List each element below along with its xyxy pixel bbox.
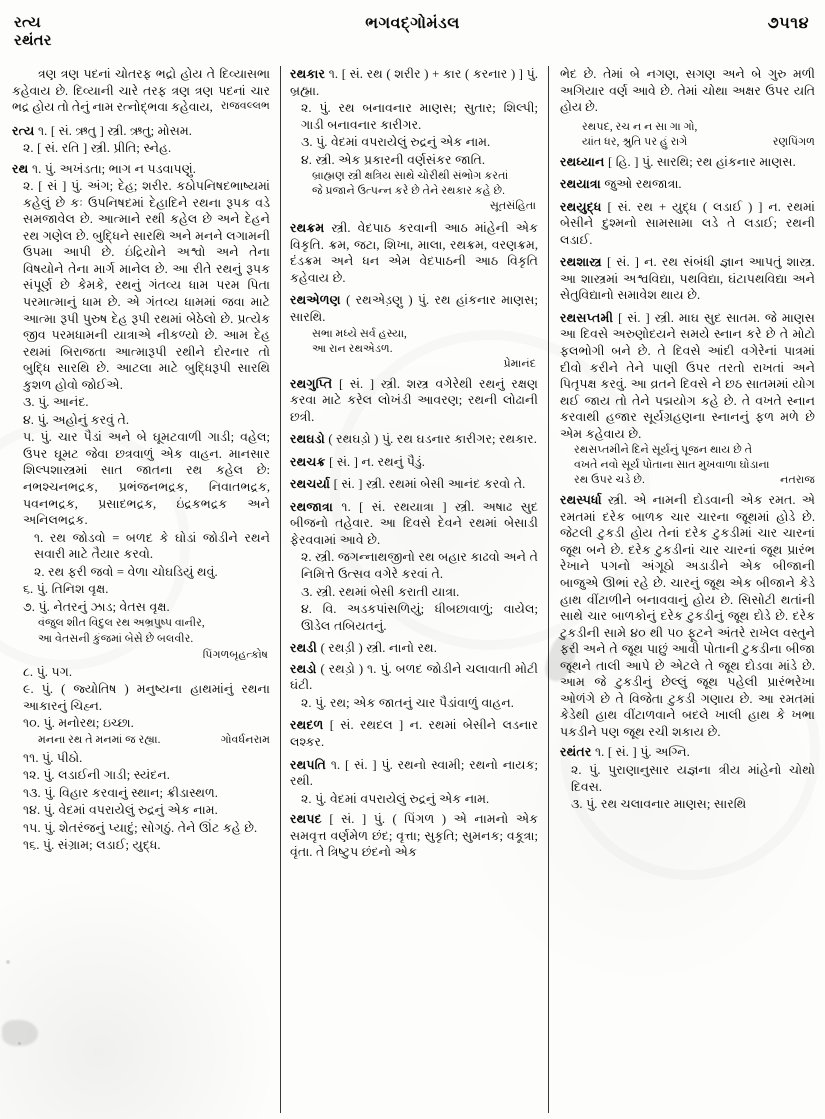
- headword: રથશાસ્ત્ર: [560, 255, 602, 270]
- entry-line: [290, 292, 538, 325]
- citation-verse: [12, 733, 270, 749]
- entry-line: [290, 431, 538, 448]
- headword: રથકાર: [290, 67, 326, 81]
- citation-attribution: રણપિંગળ: [772, 135, 815, 148]
- headword: રથપતિ: [290, 757, 326, 772]
- citation-attribution: રાજવલ્લભ: [220, 100, 270, 112]
- headword: રથપદ: [290, 812, 322, 827]
- sense: ૪. પું. અહોનું કરવું તે.: [23, 412, 129, 427]
- entry-line: [560, 310, 815, 442]
- headword: રથડો: [290, 661, 317, 676]
- dictionary-entry: [290, 376, 538, 426]
- citation-attribution: ગોવર્ધનરામ: [220, 733, 270, 746]
- entry-line: [560, 199, 815, 249]
- sense: ૨. પું. રથ બનાવનાર માણસ; સુતાર; શિલ્પી; ગાડી બનાવનાર કારીગર.: [301, 101, 538, 132]
- sense-text: ૧. [ સં. ] પું. રથનો સ્વામી; રથનો નાયક; રથી.: [290, 757, 538, 789]
- sense: ૩. પું. રથ ચલાવનાર માણસ; સારથિ: [571, 797, 747, 812]
- carryover-line: ત્રણ પદનાં ચાર ભદ્ર હોય તો તેનું નામ: [12, 83, 270, 114]
- citation-line-with-attrib: [574, 473, 815, 488]
- headword: રથજાત્રા: [290, 499, 333, 514]
- dictionary-entry: [290, 220, 538, 286]
- running-head: [14, 14, 811, 62]
- entry-line: [560, 744, 815, 761]
- book-title: ભગવદ્ગોમંડલ: [365, 15, 460, 32]
- sense: ૯. પું. ( જ્યોતિષ ) મનુષ્યના હાથમાંનું રથના આકારનું ચિહ્ન.: [23, 682, 270, 713]
- citation-attribution: નતરાજ: [780, 474, 815, 487]
- sense-text: સ્ત્રી. વેદપાઠ કરવાની આઠ માંહેની એક વિકૃતિ. ક્રમ, જટા, શિખા, માલા, રથક્રમ, વરણક્રમ, દંડક્રમ અને ધન એમ વેદપાઠની આઠ વિકૃતિ કહેવાય છે.: [290, 221, 538, 285]
- sense-text: સ્ત્રી. શસ્ત્ર વગેરેથી રથનું રક્ષણ કરવા માટે કરેલ લોખંડી આવરણ; રથની લોઢાની છત્રી.: [290, 376, 538, 424]
- dictionary-entry: [560, 492, 815, 740]
- dictionary-entry: [290, 431, 538, 448]
- dictionary-entry: [290, 661, 538, 712]
- headword: રથસ્પર્ધા: [560, 493, 602, 508]
- sense-text: ન. રથનું પૈડું.: [361, 454, 425, 469]
- citation-line: આ રાન રથએડળ.: [312, 342, 393, 355]
- sense: ૧૦. પું. મનોરથ; ઇચ્છા.: [23, 716, 134, 731]
- dictionary-entry: [560, 744, 815, 812]
- running-head-left-line2: રથંતર: [14, 33, 52, 50]
- sense: ૩. પું. વેદમાં વપરાયેલું રુદ્રનું એક નામ.: [301, 135, 491, 150]
- sense: ૧૬. પું. સંગ્રામ; લડાઈ; યુદ્ધ.: [23, 838, 161, 853]
- citation-note: [290, 169, 538, 214]
- sense-text: પું. રથ હાંકનાર માણસ; સારથિ.: [290, 293, 538, 325]
- citation-line: જે પ્રજાને ઉત્પન્ન કરે છે તેને રથકાર કહે છે.: [312, 185, 505, 198]
- headword: રથદળ: [290, 718, 324, 733]
- sense-text: ૧. [ સં. રથ ( શરીર ) + કાર ( કરનાર ) ] પું. બ્રહ્મા.: [290, 67, 538, 98]
- sense: ૧૫. પું. શેતરંજનું પ્યાદું; સોગઠું. તેને ઊંટ કહે છે.: [23, 820, 258, 835]
- carryover-line: ભેદ છે. તેમાં બે નગણ, સગણ અને બે ગુરુ: [560, 67, 787, 81]
- entry-line: [290, 717, 538, 750]
- sense-text: સ્ત્રી. નાનો રથ.: [366, 641, 437, 656]
- sense: ૭. પું. નેતરનું ઝાડ; વેતસ વૃક્ષ.: [23, 599, 170, 614]
- sense-text: પું. સારથિ; રથ હાંકનાર માણસ.: [642, 154, 796, 169]
- etymology: [ સં. ]: [338, 376, 375, 391]
- citation-attribution: પિંગળબૃહત્કોષ: [202, 648, 268, 661]
- etymology: [ સં. ]: [329, 812, 367, 827]
- headword: રથએળણ: [290, 293, 341, 308]
- column-1: [12, 66, 280, 1113]
- dictionary-entry: [12, 123, 270, 157]
- entry-line: [290, 66, 538, 99]
- citation-line-with-attrib: [582, 135, 815, 150]
- citation-line: મનના રથ તે મનમાં જ રહ્યા.: [38, 733, 161, 746]
- headword: રથસપ્તમી: [560, 310, 614, 325]
- entry-line: [290, 376, 538, 426]
- etymology: [ સં. ]: [333, 477, 363, 492]
- sense: ૨. [ સં. રતિ ] સ્ત્રી. પ્રીતિ; સ્નેહ.: [23, 141, 172, 156]
- sense: ૬. પું. તિનિશ વૃક્ષ.: [23, 582, 109, 597]
- sense: ૧૪. પું. વેદમાં વપરાયેલું રુદ્રનું એક નામ.: [23, 803, 218, 818]
- dictionary-entry: [290, 476, 538, 493]
- entry-line: [290, 499, 538, 549]
- headword: રથયુદ્ધ: [560, 199, 602, 214]
- entry-line: [290, 640, 538, 657]
- sense: ૩. સ્ત્રી. રથમાં બેસી કરાતી યાત્રા.: [301, 584, 460, 599]
- entry-line: [290, 476, 538, 493]
- page-number: ૭૫૧૪: [767, 15, 809, 32]
- carryover-line: ત્રણ ત્રણ પદનાં ચોતરફ ભદ્રો હોય તે: [38, 67, 216, 81]
- entry-line: [560, 492, 815, 740]
- sense: ૪. સ્ત્રી. એક પ્રકારની વર્ણસંકર જાતિ.: [301, 152, 486, 167]
- cross-reference: જુઓ રથજાત્રા.: [604, 177, 682, 192]
- etymology: [ સં. ]: [618, 310, 650, 325]
- carryover-line: દિવ્યાસભા કહેવાય છે. દિવ્યાની ચારે તરફ ત્રણ: [12, 67, 270, 98]
- sense: ૨. પું. વેદમાં વપરાયેલું રુદ્રનું એક નામ.: [301, 791, 490, 806]
- sense: ૩. પું. આનંદ.: [23, 395, 89, 410]
- sense: ૨. સ્ત્રી. જગન્નાથજીનો રથ બહાર કાઢવો અને તે નિમિત્તે ઉત્સવ વગેરે કરવાં તે.: [301, 550, 538, 582]
- sense: ૨. પું. પુરાણાનુસાર યજ્ઞના ત્રીય માંહેનો ચોથો દિવસ.: [571, 763, 815, 794]
- sense: ૧૩. પું. વિહાર કરવાનું સ્થાન; ક્રીડાસ્થળ.: [23, 785, 218, 800]
- entry-line: [290, 811, 538, 861]
- citation-verse: [290, 327, 538, 372]
- carryover-line: ઉપર યતિ હોય છે.: [560, 83, 815, 114]
- etymology: [ હિ. ]: [608, 154, 639, 169]
- sense-text: ૧. [ સં. ઋતુ ] સ્ત્રી. ઋતુ; મોસમ.: [37, 123, 192, 138]
- sense-text: ન. રથ સંબંધી જ્ઞાન આપતું શાસ્ત્ર. આ શાસ્ત્રમાં અશ્વવિદ્યા, પથવિદ્યા, ઘંટાપથવિદ્યા અને સેતુવિદ્યાનો સમાવેશ થાય છે.: [560, 255, 815, 303]
- headword: રથડી: [290, 641, 317, 656]
- sense-text: સ્ત્રી. રથમાં બેસી આનંદ કરવો તે.: [366, 477, 526, 492]
- headword: રથ: [12, 161, 29, 176]
- sense: ૪. વિ. અડકપાંસળિયું; ધીબછાવાળું; વાયેલ; ઊડેલ તબિયતનું.: [301, 602, 538, 633]
- carryover-line: રત્નોદ્ભવા કહેવાય,: [116, 100, 213, 114]
- carryover-paragraph: [560, 66, 815, 116]
- entry-line: [560, 154, 815, 171]
- sense: ૧૨. પું. લડાઈની ગાડી; સ્યંદન.: [23, 768, 170, 783]
- entry-line: [290, 454, 538, 471]
- citation-line: વંજુલ શીત વિદુલ રથ અભ્રપુષ્પ વાનીર,: [38, 617, 205, 630]
- entry-line: [290, 661, 538, 694]
- dictionary-entry: [290, 454, 538, 471]
- entry-line: [290, 220, 538, 286]
- citation-line: સભા મધ્યે સર્વ હસ્યા,: [312, 327, 407, 340]
- headword: રથગુપ્તિ: [290, 376, 333, 391]
- citation-line: રથપદ, રચ ન ન સા ગા ગો,: [582, 120, 698, 133]
- entry-line: [290, 757, 538, 790]
- etymology: [ સં. રથ + યુદ્ધ ( લડાઈ ) ]: [607, 199, 763, 214]
- headword: રથક્રમ: [290, 221, 325, 236]
- sense-text: ૧. પું. બળદ જોડીને ચલાવાતી મોટી ઘંટી.: [290, 661, 538, 693]
- headword: રથંતર: [560, 745, 592, 760]
- entry-line: [560, 176, 815, 193]
- sense: ૨. પું. રથ; એક જાતનું ચાર પૈડાંવાળું વાહન.: [301, 695, 514, 710]
- entry-line: [560, 254, 815, 304]
- dictionary-entry: [290, 292, 538, 371]
- sense-text: પું. રથ ઘડનાર કારીગર; રથકાર.: [381, 432, 537, 447]
- headword: રથયાત્રા: [560, 177, 601, 192]
- citation-line: બ્રાહ્મણ સ્ત્રી ક્ષત્રિય સાથે ચોરીથી સંભોગ કરતાં: [312, 170, 509, 183]
- sense: ૫. પું. ચાર પૈડાં અને બે ઘૂમટવાળી ગાડી; વહેલ; ઉપર ઘૂમટ જેવા છત્રવાળું એક વાહન. માનસાર શિલ્પશાસ્ત્રમાં સાત જાતના રથ કહેલ છે: નભશ્ચનભદ્રક, પ્રભંજનભદ્રક, નિવાતભદ્રક, પવનભદ્રક, પ્રસાદભદ્રક, ઇંદ્રકભદ્રક અને અનિલભદ્રક.: [23, 430, 270, 528]
- sense-text: ૧. [ સં. ] પું. અગ્નિ.: [595, 745, 690, 760]
- headword: રથધ્યાન: [560, 154, 605, 169]
- running-head-left-line1: રત્ય: [14, 15, 41, 31]
- sense-text: પું. ( પિંગળ ) એ નામનો એક સમવૃત્ત વર્ણમેળ છંદ; વૃત્તા; સુકૃતિ; સુમનક; વકૂત્રા; વૃંતા. તે ત્રિષ્ટુપ છંદનો એક: [290, 812, 538, 860]
- citation-note: [560, 443, 815, 488]
- scan-speck: [6, 960, 10, 964]
- etymology: [ સં. ]: [606, 255, 639, 270]
- sense-text: ૧. પું. અખંડતા; ભાગ ન પડવાપણું.: [31, 161, 196, 176]
- dictionary-entry: [290, 811, 538, 861]
- citation-line: વખતે નવો સૂર્ય પોતાના સાત મુખવાળા ઘોડાના: [574, 459, 770, 472]
- column-3: [548, 66, 815, 1113]
- headword: રથઘડો: [290, 432, 325, 447]
- dictionary-entry: [560, 310, 815, 488]
- headword-variant: ( રથઘડ઼ો ): [328, 432, 379, 447]
- headword-variant: ( રથડ઼ો ): [320, 661, 364, 676]
- idiom: ૨. રથ ફરી જવો = વેળા ચોઘડિયું થવું.: [34, 564, 218, 579]
- dictionary-entry: [560, 199, 815, 249]
- sense-text: ૧. [ સં. રથયાત્રા ] સ્ત્રી. અષાઢ સુદ બીજનો તહેવાર. આ દિવસે દેવને રથમાં બેસાડી ફેરવવામાં આવે છે.: [290, 499, 538, 547]
- entry-line: [12, 161, 270, 178]
- headword-variant: ( રથએડ઼ણુ ): [346, 293, 413, 308]
- citation-verse: [12, 616, 270, 662]
- idiom: ૧. રથ જોડવો = બળદ કે ઘોડાં જોડીને રથને સવારી માટે તૈયાર કરવો.: [34, 530, 270, 562]
- headword: રત્ય: [12, 123, 35, 138]
- dictionary-entry: [290, 640, 538, 657]
- carryover-paragraph: [12, 66, 270, 116]
- citation-attribution: સૂતસંહિતા: [489, 200, 536, 213]
- dictionary-entry: [290, 499, 538, 634]
- sense-text: ન. રથમાં બેસીને દુશ્મનો સામસામા લડે તે લડાઈ; રથની લડાઈ.: [560, 199, 815, 247]
- sense-text: ન. રથમાં બેસીને લડનાર લશ્કર.: [290, 718, 538, 749]
- sense: ૨. [ સં ] પું. અંગ; દેહ; શરીર. કઠોપનિષદભાષ્યમાં કહેલું છે કઃ ઉપનિષદમાં દેહાદિને રથના રૂપક વડે સમજાવેલ છે. આત્માને રથી કહેલ છે અને દેહને રથ ગણેલ છે. બુદ્ધિને સારથિ અને મનને લગામની ઉપમા આપી છે. ઇંદ્રિયોને અશ્વો અને તેના વિષયોને તેના માર્ગ માનેલ છે. આ રીતે રથનું રૂપક સંપૂર્ણ છે કેમકે, રથનું ગંતવ્ય ધામ પરમ પિતા પરમાત્માનું ધામ છે. એ ગંતવ્ય ધામમાં જવા માટે આત્મા રૂપી પુરુષ દેહ રૂપી રથમાં બેઠેલો છે. પ્રત્યેક જીવ પરમધામની યાત્રાએ નીકળ્યો છે. આમ દેહ રથમાં બિરાજતા આત્મારૂપી રથીને દોરનાર તો બુદ્ધિ સારથિ છે. આટલા માટે બુદ્ધિરૂપી સારથિ કુશળ હોવો જોઈએ.: [23, 179, 270, 392]
- sense: ૧૧. પું. પીઠો.: [23, 750, 83, 765]
- sense: ૮. પું. પગ.: [23, 664, 73, 679]
- headword-variant: ( રથડ઼ી ): [320, 641, 363, 656]
- entry-line: [12, 123, 270, 140]
- headword: રથચર્યા: [290, 477, 331, 492]
- citation-verse: [560, 120, 815, 150]
- citation-line: યાંત ધર, શ્રુતિ પર હું રાગે: [582, 135, 688, 148]
- sense-text: સ્ત્રી. માઘ સુદ સાતમ. જે માણસ આ દિવસે અરુણોદયને સમયે સ્નાન કરે છે તે મોટો ફલભોગી બને છે. તે દિવસે આંદી વગેરેનાં પાત્રમાં દીવો કરીને તેને પાણી ઉપર તરતો રાખતાં અને પિતૃપક્ષ કરવું. આ વ્રતને દિવસે ને છઠ સાતમમાં યોગ થઈ જાય તો તેને પદ્મયોગ કહે છે. તે વખતે સ્નાન કરવાથી હજાર સૂર્યગ્રહણના સ્નાનનું ફળ મળે છે એમ કહેવાય છે.: [560, 310, 815, 441]
- etymology: [ સં. રથદલ ]: [329, 718, 404, 733]
- dictionary-entry: [560, 176, 815, 193]
- dictionary-entry: [560, 154, 815, 171]
- column-2: [280, 66, 548, 1113]
- dictionary-entry: [290, 757, 538, 808]
- citation-line: રથ ઉપર ચડે છે.: [574, 474, 645, 487]
- etymology: [ સં. ]: [329, 454, 358, 469]
- citation-line: રથસપ્તમીને દિને સૂર્યનું પૂજન થાય છે તે: [574, 444, 753, 457]
- dictionary-entry: [290, 66, 538, 214]
- citation-attribution: પ્રેમાનંદ: [503, 357, 536, 370]
- carryover-line: મળી અગિયાર વર્ણ આવે છે. તેમાં ચોથા અક્ષર: [560, 67, 815, 98]
- sense-text: સ્ત્રી. એ નામની દોડવાની એક રમત. એ રમતમાં દરેક બાળક ચાર ચારના જૂથમાં હોડે છે. જેટલી ટુકડી હોય તેનાં દરેક ટુકડીમાં ચાર ચારનાં જૂથ બને છે. દરેક ટુકડીનાં ચાર ચારનાં જૂથ પ્રારંભ રેખાને પગનો અંગૂઠો અડાડીને એક બીજાની બાજુએ ઊભાં રહે છે. ચારનું જૂથ એક બીજાને કેડે હાથ વીંટાળીને બનાવવાનું હોય છે. સિસોટી થતાંની સાથે ચાર બાળકોનું દરેક ટુકડીનું જૂથ દોડે છે. દરેક ટુકડીની સામે ૪૦ થી ૫૦ ફૂટને અંતરે રાખેલ વસ્તુને ફરી અને તે જૂથ પાછું આવી પોતાની ટુકડીના બીજા જૂથને તાલી આપે છે એટલે તે જૂથ દોડવા માંડે છે. આમ જે ટુકડીનું છેલ્લું જૂથ પહેલી પ્રારંભરેખા ઓળંગે છે તે વિજેતા ટુકડી ગણાય છે. આ રમતમાં કેડેથી હાથ વીંટાળવાને બદલે ખાલી હાથ કે ખભા પકડીને પણ જૂથ રચી શકાય છે.: [560, 493, 815, 739]
- dictionary-entry: [290, 717, 538, 750]
- dictionary-entry: [560, 254, 815, 304]
- column-container: [12, 66, 815, 1113]
- citation-line: આ વેતસની કુંજમાં બેસે છે બલવીર.: [38, 633, 194, 646]
- headword: રથચક્ર: [290, 454, 326, 469]
- dictionary-entry: [12, 161, 270, 854]
